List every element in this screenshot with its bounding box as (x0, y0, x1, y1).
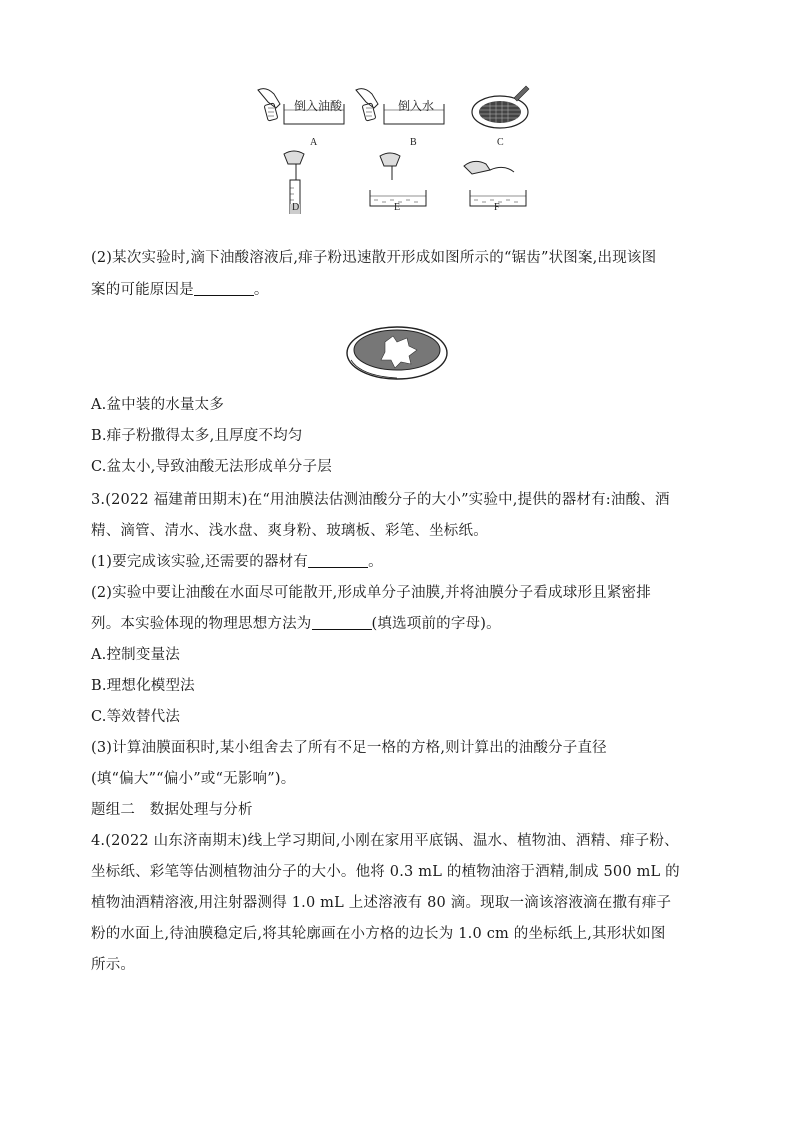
q4-line2: 坐标纸、彩笔等估测植物油分子的大小。他将 0.3 mL 的植物油溶于酒精,制成 500 mL 的 (91, 864, 680, 880)
q3-part3-line1: (3)计算油膜面积时,某小组舍去了所有不足一格的方格,则计算出的油酸分子直径 (91, 740, 607, 756)
q4-line4: 粉的水面上,待油膜稳定后,将其轮廓画在小方格的边长为 1.0 cm 的坐标纸上,其形状如图 (91, 926, 666, 942)
q3-part3-line2: (填“偏大”“偏小”或“无影响”)。 (91, 771, 296, 787)
q3-part1-blank[interactable] (308, 553, 368, 568)
label-c: C (497, 137, 504, 148)
q3-line1: 3.(2022 福建莆田期末)在“用油膜法估测油酸分子的大小”实验中,提供的器材有:油酸、酒 (91, 492, 670, 508)
label-a: A (310, 137, 318, 148)
q3-option-c: C.等效替代法 (91, 709, 181, 725)
section-title: 题组二 数据处理与分析 (91, 802, 253, 818)
label-d: D (292, 202, 300, 213)
q2-option-c: C.盆太小,导致油酸无法形成单分子层 (91, 459, 332, 475)
q3-option-a: A.控制变量法 (91, 647, 180, 663)
q3-option-b: B.理想化模型法 (91, 678, 195, 694)
step-c-illustration (472, 86, 529, 128)
label-f: F (494, 202, 500, 213)
step-f-illustration (464, 161, 526, 206)
q2-option-b: B.痱子粉撒得太多,且厚度不均匀 (91, 428, 303, 444)
oil-film-dish-figure (345, 320, 449, 382)
experiment-steps-figure (250, 84, 550, 214)
q3-part1: (1)要完成该实验,还需要的器材有 。 (91, 554, 383, 570)
label-b: B (410, 137, 417, 148)
q4-line5: 所示。 (91, 957, 136, 973)
q2-option-a: A.盆中装的水量太多 (91, 397, 225, 413)
q3-part2-line1: (2)实验中要让油酸在水面尽可能散开,形成单分子油膜,并将油膜分子看成球形且紧密排 (91, 585, 651, 601)
q4-line3: 植物油酒精溶液,用注射器测得 1.0 mL 上述溶液有 80 滴。现取一滴该溶液滴在撒有痱子 (91, 895, 672, 911)
q2-answer-blank[interactable] (194, 281, 254, 296)
q3-part2-line2: 列。本实验体现的物理思想方法为 (填选项前的字母)。 (91, 616, 501, 632)
q2-line2-text: 案的可能原因是 (91, 282, 194, 298)
step-e-illustration (370, 153, 426, 206)
label-e: E (394, 202, 401, 213)
q3-part2-blank[interactable] (312, 615, 372, 630)
q3-line2: 精、滴管、清水、浅水盘、爽身粉、玻璃板、彩笔、坐标纸。 (91, 523, 488, 539)
q2-line1: (2)某次实验时,滴下油酸溶液后,痱子粉迅速散开形成如图所示的“锯齿”状图案,出现该图 (91, 250, 657, 266)
dish-drawing (345, 320, 449, 382)
step-a-text: 倒入油酸 (294, 99, 343, 113)
q2-line2: 案的可能原因是 。 (91, 282, 269, 298)
q4-line1: 4.(2022 山东济南期末)线上学习期间,小刚在家用平底锅、温水、植物油、酒精、痱子粉、 (91, 833, 679, 849)
step-b-text: 倒入水 (398, 99, 435, 113)
